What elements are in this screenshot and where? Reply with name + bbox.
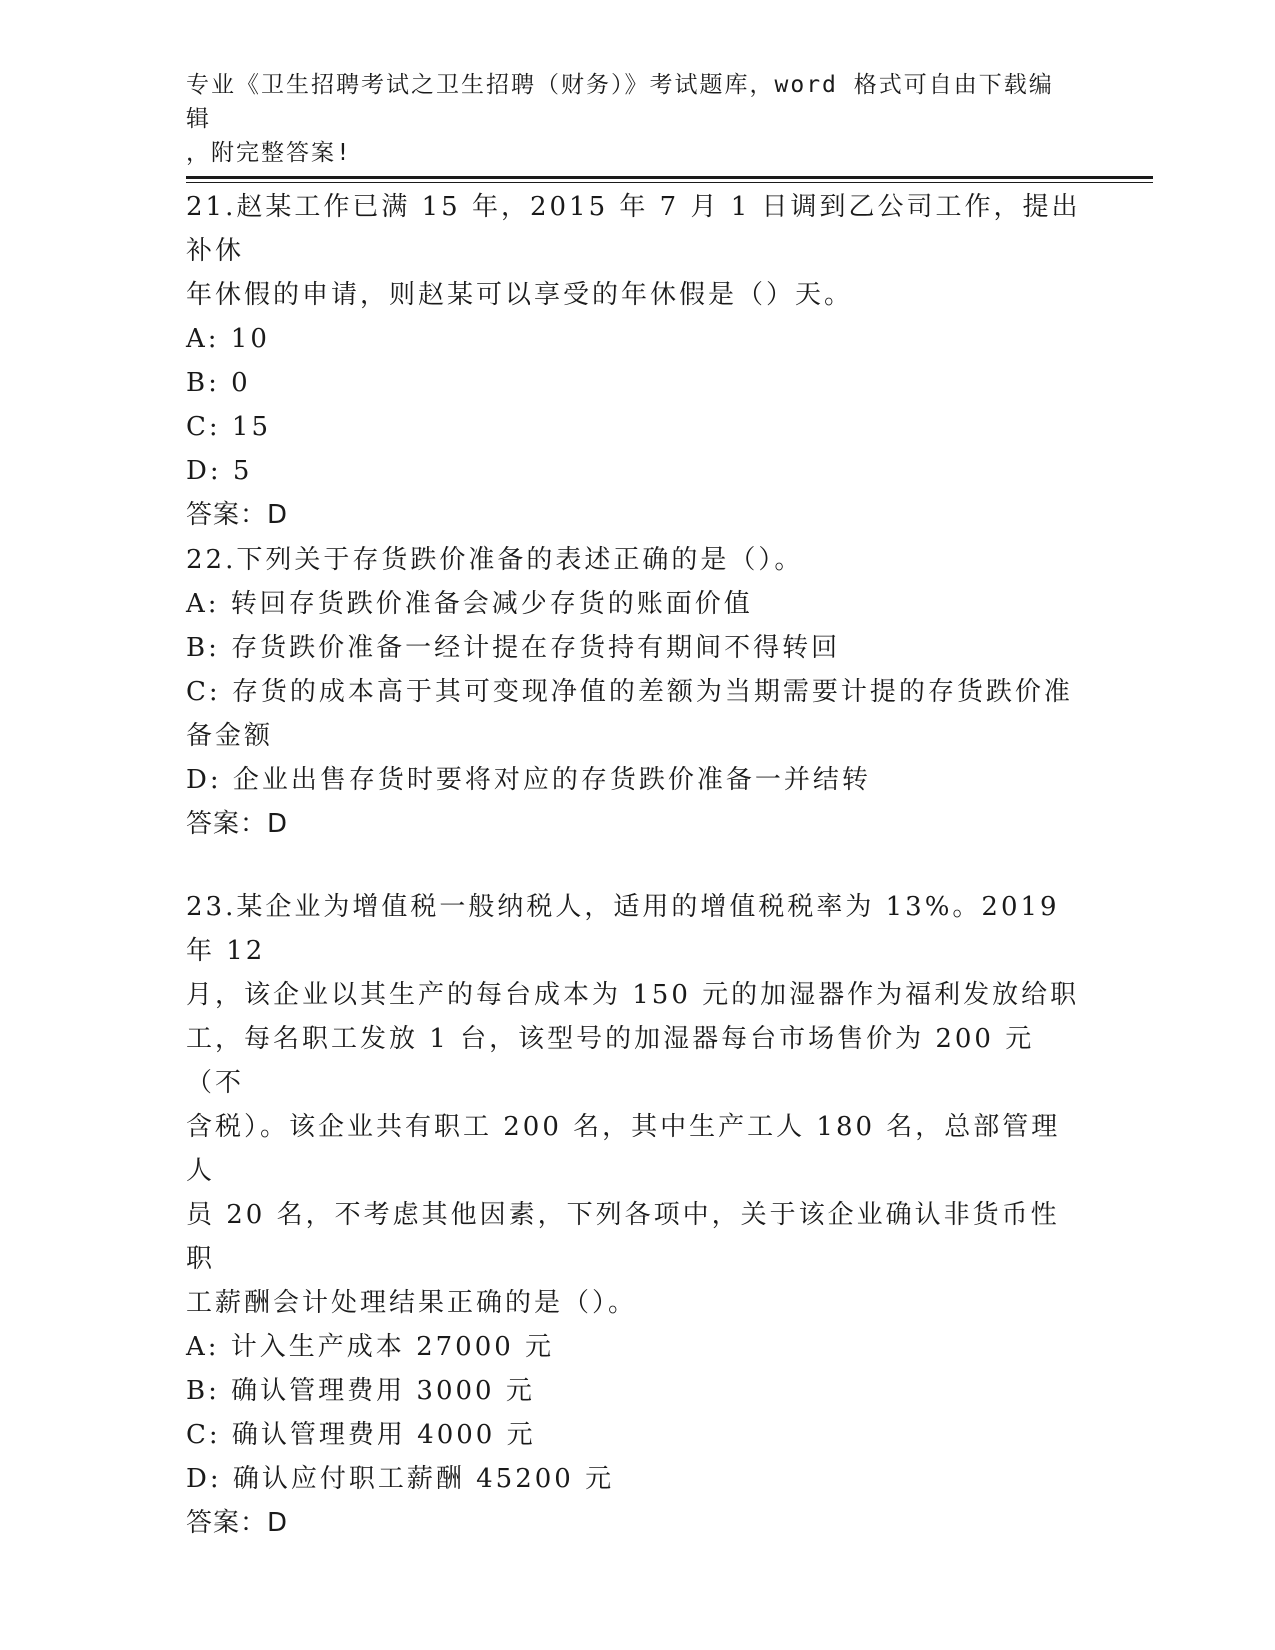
question-text-line: 22.下列关于存货跌价准备的表述正确的是（）。 [186,545,804,575]
option-c: C: 确认管理费用 4000 元 [186,1420,536,1450]
question-text-line: 年休假的申请，则赵某可以享受的年休假是（）天。 [186,280,854,310]
option-b: B: 存货跌价准备一经计提在存货持有期间不得转回 [186,633,841,663]
option-a: A: 计入生产成本 27000 元 [186,1332,555,1362]
question-text-line: 月，该企业以其生产的每台成本为 150 元的加湿器作为福利发放给职 [186,980,1080,1010]
header-line-1: 专业《卫生招聘考试之卫生招聘（财务）》考试题库，word 格式可自由下载编辑 [186,72,1054,132]
header-line-2: ，附完整答案! [186,140,352,166]
question-text-line: 21.赵某工作已满 15 年，2015 年 7 月 1 日调到乙公司工作，提出补休 [186,192,1081,266]
question-text-line: 工薪酬会计处理结果正确的是（）。 [186,1288,638,1318]
question-21 [186,185,1086,537]
option-a: A: 转回存货跌价准备会减少存货的账面价值 [186,589,753,619]
option-a: A: 10 [186,324,270,354]
option-d: D: 5 [186,456,253,486]
option-b: B: 0 [186,368,251,398]
header-divider-thick [186,176,1153,179]
option-c: C: 15 [186,412,272,442]
question-23 [186,885,1086,1545]
header-divider-thin [186,182,1153,183]
question-text-line: 工，每名职工发放 1 台，该型号的加湿器每台市场售价为 200 元（不 [186,1024,1035,1098]
question-text-line: 23.某企业为增值税一般纳税人，适用的增值税税率为 13%。2019 年 12 [186,892,1060,966]
option-b: B: 确认管理费用 3000 元 [186,1376,535,1406]
option-c: C: 存货的成本高于其可变现净值的差额为当期需要计提的存货跌价准 [186,677,1073,707]
question-22 [186,538,1086,846]
option-d: D: 确认应付职工薪酬 45200 元 [186,1464,615,1494]
answer: 答案：D [186,500,289,530]
option-d: D: 企业出售存货时要将对应的存货跌价准备一并结转 [186,765,871,795]
option-c-continued: 备金额 [186,721,274,751]
document-header [186,68,1066,170]
question-text-line: 含税）。该企业共有职工 200 名，其中生产工人 180 名，总部管理人 [186,1112,1061,1186]
question-text-line: 员 20 名，不考虑其他因素，下列各项中，关于该企业确认非货币性职 [186,1200,1060,1274]
answer: 答案：D [186,809,289,839]
answer: 答案：D [186,1508,289,1538]
